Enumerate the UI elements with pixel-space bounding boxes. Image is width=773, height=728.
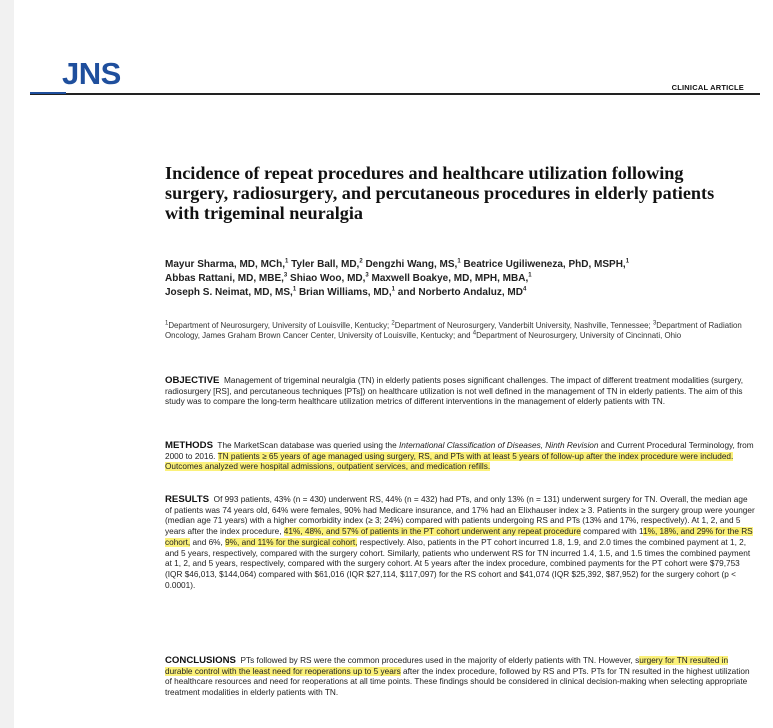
abstract-conclusions	[165, 656, 755, 699]
results-text-2: compared with 1	[580, 527, 644, 537]
methods-text-3: Outcomes analyzed were hospital admissions, outpatient services, and medication refills.	[165, 462, 491, 472]
affiliation-text: Department of Neurosurgery, University of Cincinnati, Ohio	[476, 331, 682, 340]
author-affiliation-mark: 4	[522, 286, 527, 293]
affiliations	[165, 321, 755, 341]
objective-text: Management of trigeminal neuralgia (TN) in elderly patients poses significant challenges. The impact of different treatment modalities (surgery, radiosurgery [RS], and percutaneous techniques [PTs]) on healthcare utilization is not well defined in the management of TN in elderly patients. The aim of this study was to compare the long-term healthcare utilization metrics of different interventions in the management of elderly patients with TN.	[165, 376, 744, 407]
results-text-3: and 6%,	[190, 537, 226, 547]
author-affiliation-mark: 1	[285, 258, 289, 265]
author-affiliation-mark: 1	[528, 272, 532, 279]
methods-highlight: TN patients ≥ 65 years of age managed using surgery, RS, and PTs with at least 5 years of follow-up after the index procedure were included.	[217, 451, 734, 461]
author-affiliation-mark: 2	[359, 258, 363, 265]
author-name: Abbas Rattani, MD, MBE,	[165, 273, 284, 284]
conclusions-text-2: after the index procedure, followed by RS and PTs. PTs for TN resulted in the highest utilization of healthcare resources and need for reoperations at all time points. These findings should be considered in clinical decision-making when selecting appropriate treatment modalities in elderly patients with TN.	[165, 666, 750, 698]
author-name: Tyler Ball, MD,	[291, 259, 360, 270]
results-highlight-2: 1%, 18%, and 29% for the RS cohort,	[165, 527, 753, 547]
article-category: CLINICAL ARTICLE	[671, 83, 744, 92]
results-text-4: respectively. Also, patients in the PT cohort incurred 1.8, 1.9, and 2.0 times the combined payment at 1, 2, and 5 years, respectively, compared with the surgery cohort. Similarly, patients who underwent RS for TN incurred 1.4, 1.5, and 1.5 times the combined payment at 1, 2, and 5 years, respectively, compared with the surgery cohort. At 5 years after the index procedure, combined payments for the PT cohort were $79,753 (IQR $46,013, $144,064) compared with $61,016 (IQR $27,114, $117,097) for the RS cohort and $41,074 (IQR $25,392, $87,952) for the surgery cohort (p < 0.0001).	[165, 537, 751, 590]
methods-text-2: and Current Procedural Terminology, from 2000 to 2016.	[165, 441, 754, 461]
methods-text-italic: International Classification of Diseases, Ninth Revision	[399, 441, 599, 450]
author-name: Dengzhi Wang, MS,	[365, 259, 458, 270]
objective-label: OBJECTIVE	[165, 375, 220, 386]
header-rule-accent	[30, 92, 66, 94]
affiliation-text: Department of Neurosurgery, Vanderbilt University, Nashville, Tennessee;	[394, 321, 653, 330]
affiliation-text: Department of Radiation Oncology, James Graham Brown Cancer Center, University of Louisville, Kentucky; and	[165, 321, 742, 340]
affiliation-number: 1	[165, 320, 169, 327]
abstract-methods	[165, 441, 755, 473]
results-highlight-1: 41%, 48%, and 57% of patients in the PT cohort underwent any repeat procedure	[283, 527, 581, 537]
affiliation-text: Department of Neurosurgery, University of Louisville, Kentucky;	[168, 321, 392, 330]
article-page	[14, 0, 773, 728]
conclusions-text-1: PTs followed by RS were the common procedures used in the majority of elderly patients with TN. However, s	[240, 656, 640, 665]
affiliation-number: 4	[472, 330, 477, 337]
abstract-objective	[165, 376, 755, 408]
results-label: RESULTS	[165, 494, 210, 505]
methods-label: METHODS	[165, 440, 213, 451]
abstract-results	[165, 495, 755, 591]
journal-logo: JNS	[62, 56, 121, 91]
author-name: Joseph S. Neimat, MD, MS,	[165, 287, 293, 298]
results-text-1: Of 993 patients, 43% (n = 430) underwent RS, 44% (n = 432) had PTs, and only 13% (n = 131) underwent surgery for TN. Overall, the median age of patients was 74 years old, 64% were females, 90% had Medicare insurance, and 17% had an Elixhauser index ≥ 3. Patients in the surgery group were younger (median age 71 years) with a higher comorbidity index (≥ 3; 24%) compared with patients undergoing RS and PTs (13% and 17%, respectively). At 1, 2, and 5 years after the index procedure,	[165, 495, 755, 537]
author-name: Maxwell Boakye, MD, MPH, MBA,	[371, 273, 529, 284]
conclusions-label: CONCLUSIONS	[165, 655, 236, 666]
author-affiliation-mark: 3	[283, 272, 288, 279]
affiliation-number: 3	[652, 320, 657, 327]
author-name: Shiao Woo, MD,	[290, 273, 366, 284]
methods-text-1: The MarketScan database was queried using the	[217, 441, 400, 450]
author-affiliation-mark: 1	[625, 258, 630, 265]
header-rule	[30, 93, 760, 95]
author-name: Mayur Sharma, MD, MCh,	[165, 259, 286, 270]
author-name: Brian Williams, MD,	[298, 287, 392, 298]
article-title: Incidence of repeat procedures and healthcare utilization following surgery, radiosurgery, and percutaneous procedures in elderly patients with trigeminal neuralgia	[165, 163, 715, 223]
affiliation-number: 2	[391, 320, 395, 327]
author-affiliation-mark: 1	[457, 258, 461, 265]
author-name: Beatrice Ugiliweneza, PhD, MSPH,	[463, 259, 626, 270]
conclusions-highlight: urgery for TN resulted in durable control with the least need for reoperations up to 5 years	[165, 656, 729, 676]
author-affiliation-mark: 1	[391, 286, 395, 293]
results-highlight-3: 9%, and 11% for the surgical cohort,	[225, 537, 358, 547]
author-name: Norberto Andaluz, MD	[418, 287, 523, 298]
author-affiliation-mark: 1	[292, 286, 297, 293]
author-list: Mayur Sharma, MD, MCh,$^1$ Tyler Ball, MD,$^2$ Dengzhi Wang, MS,$^1$ Beatrice Ugiliweneza, PhD, MSPH,$^1$ Abbas Rattani, MD, MBE,$^3$ Shiao Woo, MD,$^3$ Maxwell Boakye, MD, MPH, MBA,$^1$ Joseph S. Neimat, MD, MS,$^1$ Brian Williams, MD,$^1$ and Norberto Andaluz, $MD^4$	[165, 258, 630, 298]
author-affiliation-mark: 3	[365, 272, 369, 279]
